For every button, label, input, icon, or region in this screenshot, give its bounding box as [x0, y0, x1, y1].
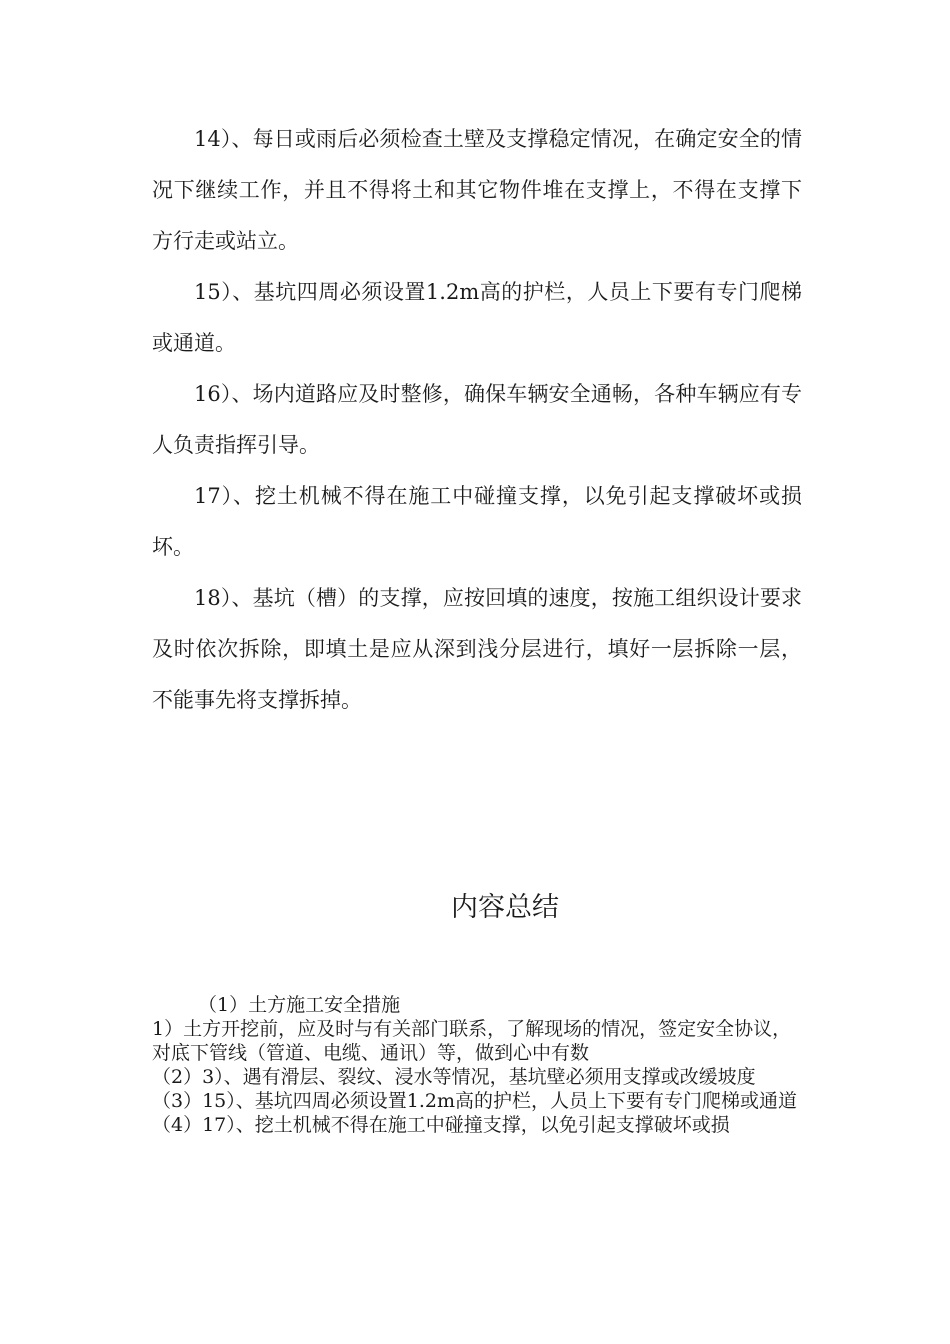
summary-line-2: （2）3）、遇有滑层、裂纹、浸水等情况，基坑壁必须用支撑或改缓坡度 — [152, 1066, 756, 1088]
summary-section — [152, 993, 802, 1137]
paragraph-18: 18）、基坑（槽）的支撑，应按回填的速度，按施工组织设计要求及时依次拆除，即填土是应从深到浅分层进行，填好一层拆除一层，不能事先将支撑拆掉。 — [152, 586, 802, 712]
paragraph-15: 15）、基坑四周必须设置1.2m高的护栏，人员上下要有专门爬梯或通道。 — [152, 280, 802, 355]
summary-heading: （1）土方施工安全措施 — [198, 994, 401, 1016]
paragraph-16: 16）、场内道路应及时整修，确保车辆安全通畅，各种车辆应有专人负责指挥引导。 — [152, 382, 802, 457]
paragraph-14: 14）、每日或雨后必须检查土壁及支撑稳定情况，在确定安全的情况下继续工作，并且不得将土和其它物件堆在支撑上，不得在支撑下方行走或站立。 — [152, 127, 802, 253]
paragraph-17: 17）、挖土机械不得在施工中碰撞支撑，以免引起支撑破坏或损坏。 — [152, 484, 802, 559]
document-body — [152, 114, 802, 726]
summary-title: 内容总结 — [451, 892, 559, 923]
summary-line-4: （4）17）、挖土机械不得在施工中碰撞支撑，以免引起支撑破坏或损 — [152, 1114, 730, 1136]
summary-line-3: （3）15）、基坑四周必须设置1.2m高的护栏，人员上下要有专门爬梯或通道 — [152, 1090, 797, 1112]
summary-line-1: 1）土方开挖前，应及时与有关部门联系，了解现场的情况，签定安全协议，对底下管线（管道、电缆、通讯）等，做到心中有数 — [152, 1018, 792, 1064]
